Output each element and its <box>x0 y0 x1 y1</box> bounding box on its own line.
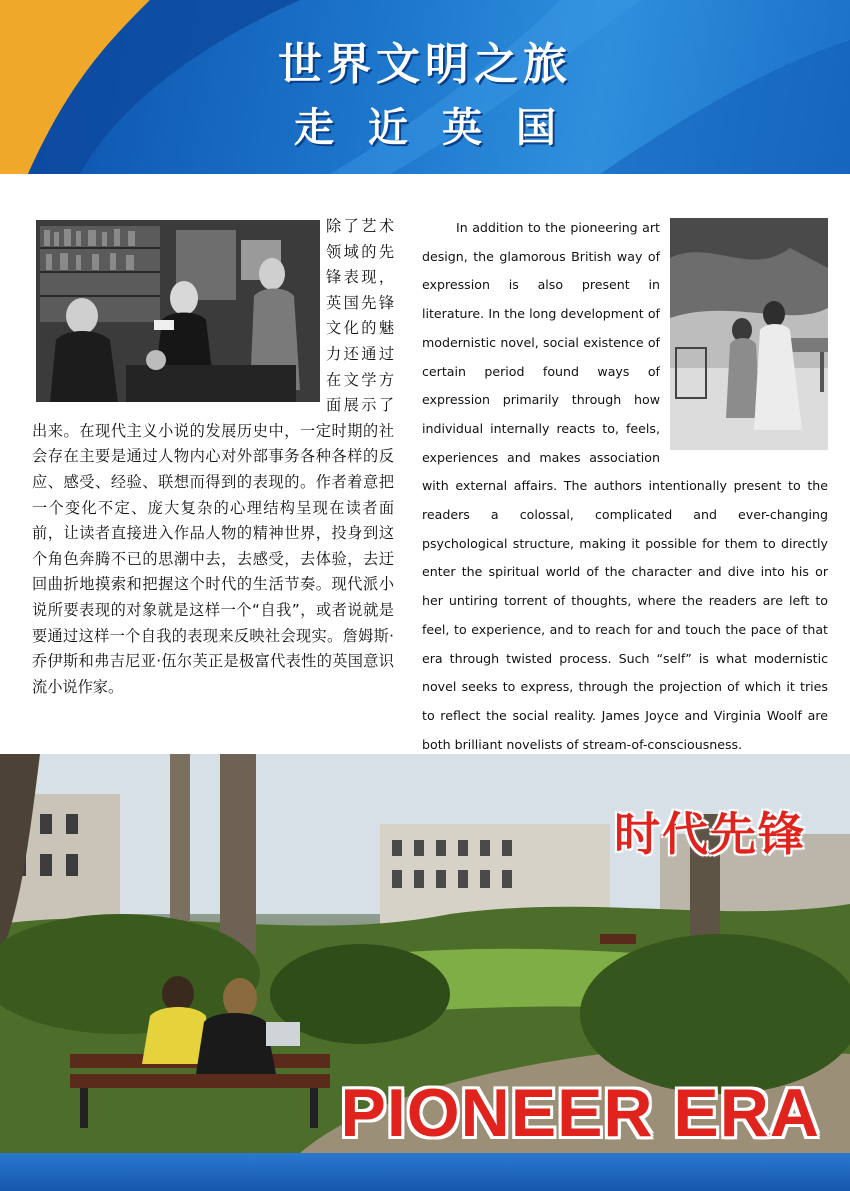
photo-garden-couple <box>670 218 828 450</box>
photo-london-square <box>0 754 850 1153</box>
footer-band <box>0 1153 850 1191</box>
english-paragraph: In addition to the pioneering art design, the glamorous British way of expression is also present in literature. In the long development of modernistic novel, social existence of certain period found ways of expression primarily through how individual internally reacts to, feels, experiences and makes association with external affairs. The authors intentionally present to the readers a colossal, complicated and ever-changing psychological structure, making it possible for them to directly enter the spiritual world of the character and dive into his or her untiring torrent of thoughts, where the readers are left to feel, to experience, and to reach for and touch the pace of that era through twisted process. Such “self” is what modernistic novel seeks to express, through the projection of which it tries to reflect the social reality. James Joyce and Virginia Woolf are both brilliant novelists of stream-of-consciousness. <box>422 220 828 752</box>
page-subtitle: 走近英国 <box>294 105 590 151</box>
era-title-english: PIONEER ERA <box>340 1075 820 1151</box>
chinese-article <box>32 214 394 700</box>
page-title: 世界文明之旅 <box>278 39 572 90</box>
chinese-paragraph: 除了艺术领域的先锋表现，英国先锋文化的魅力还通过在文学方面展示了出来。在现代主义小说的发展历史中，一定时期的社会存在主要是通过人物内心对外部事务各种各样的反应、感受、经验、联想而得到的表现的。作者着意把一个变化不定、庞大复杂的心理结构呈现在读者面前，让读者直接进入作品人物的精神世界，投身到这个角色奔腾不已的思潮中去，去感受，去体验，去迂回曲折地摸索和把握这个时代的生活节奏。现代派小说所要表现的对象就是这样一个“自我”，或者说就是要通过这样一个自我的表现来反映社会现实。詹姆斯·乔伊斯和弗吉尼亚·伍尔芙正是极富代表性的英国意识流小说作家。 <box>32 217 394 696</box>
photo-study-room <box>36 220 320 402</box>
header-banner <box>0 0 850 174</box>
english-article <box>422 214 828 759</box>
era-title-chinese: 时代先锋 <box>614 807 806 861</box>
